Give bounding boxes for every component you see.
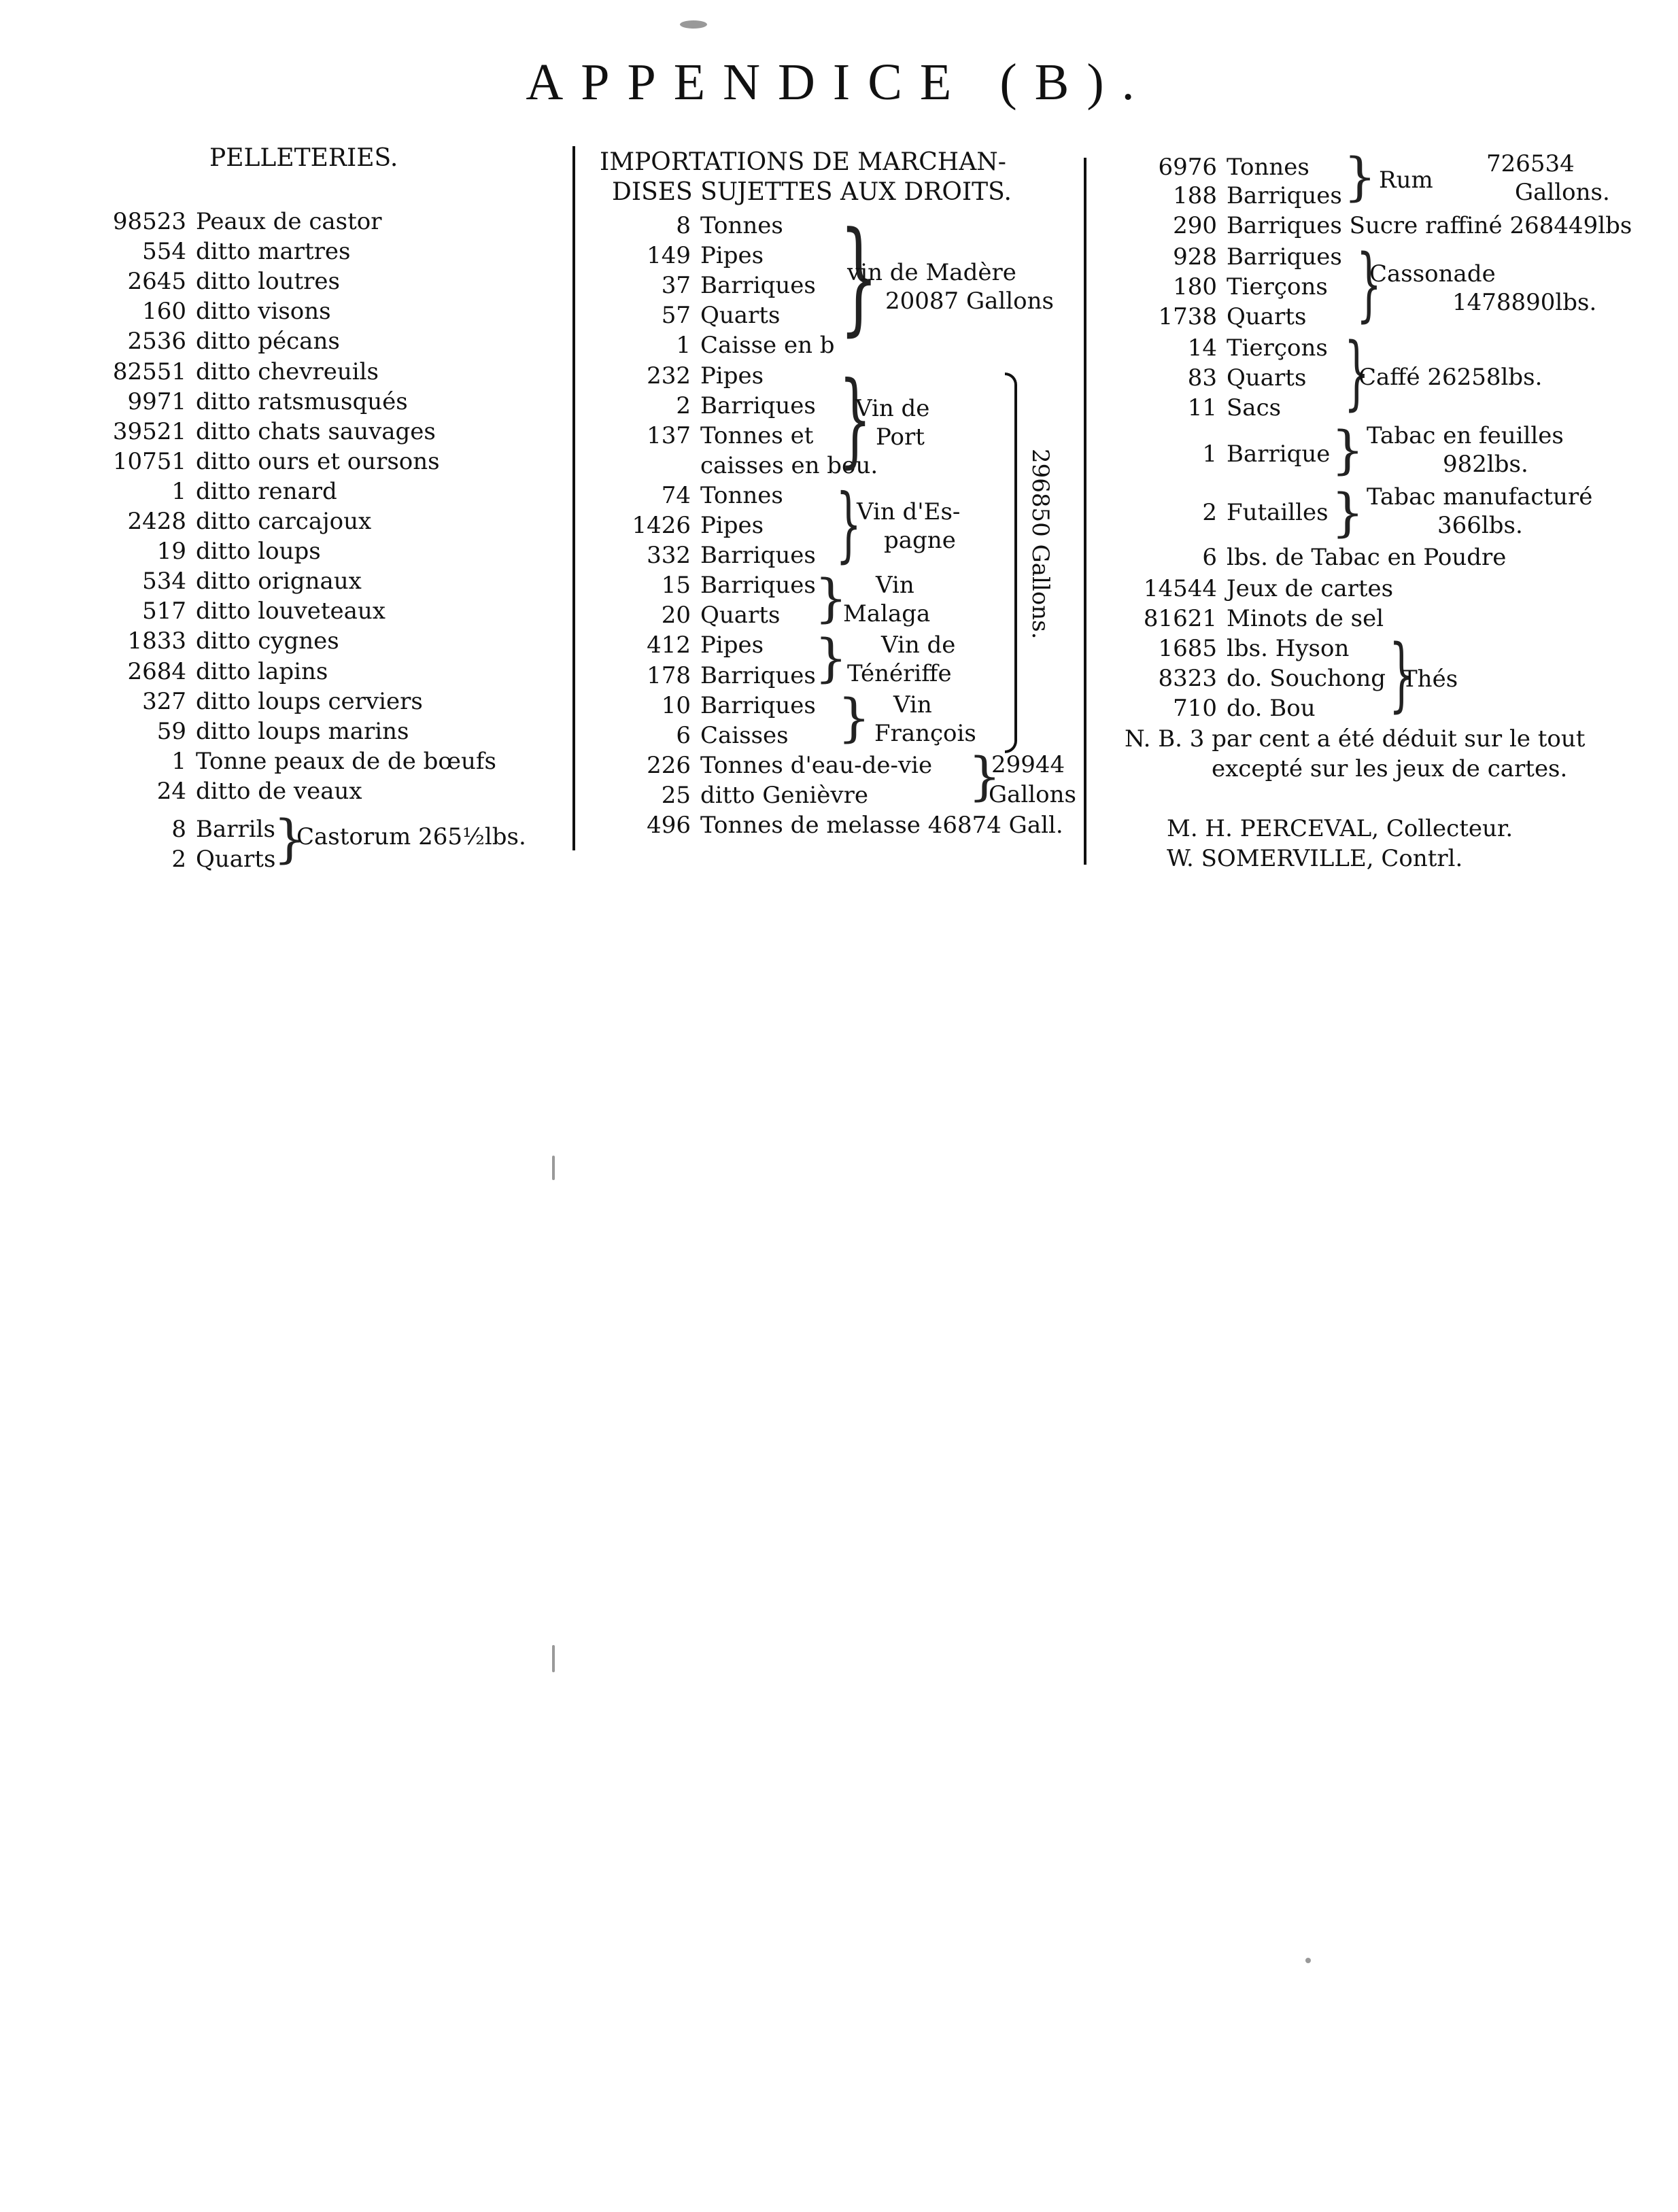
item-description: Quarts	[700, 302, 781, 330]
tabac-manuf-brace: }	[1331, 482, 1365, 542]
list-item	[95, 568, 362, 595]
malaga-label-2: Malaga	[843, 600, 931, 627]
item-description: ditto carcajoux	[196, 508, 372, 535]
item-description: ditto orignaux	[196, 568, 362, 595]
list-item	[95, 538, 321, 565]
the-label: Thés	[1402, 666, 1458, 693]
tabac-feuilles-label-2: 982lbs.	[1443, 451, 1528, 478]
item-description: Barriques	[700, 572, 816, 600]
list-item	[1115, 394, 1281, 421]
item-description: Peaux de castor	[196, 208, 382, 235]
list-item	[583, 782, 868, 809]
importations-heading-line2: DISES SUJETTES AUX DROITS.	[612, 178, 1012, 206]
item-quantity: 39521	[112, 417, 186, 445]
item-quantity: 188	[1173, 182, 1217, 209]
item-description: ditto de veaux	[196, 777, 362, 805]
list-item	[583, 722, 789, 749]
madere-brace: }	[839, 206, 878, 348]
item-quantity: 2684	[127, 657, 186, 685]
signature-collecteur: M. H. PERCEVAL, Collecteur.	[1167, 815, 1513, 842]
list-item	[583, 302, 780, 329]
item-description: Quarts	[1227, 303, 1307, 330]
item-quantity: 137	[647, 421, 691, 449]
francois-brace: }	[838, 687, 871, 748]
tabac-manuf-label-1: Tabac manufacturé	[1367, 483, 1593, 511]
item-quantity: 2645	[127, 268, 186, 296]
item-description: Barriques	[700, 691, 816, 719]
item-quantity: 83	[1187, 364, 1217, 392]
list-item	[95, 418, 436, 445]
item-description: Pipes	[700, 242, 764, 270]
item-description: ditto Genièvre	[700, 781, 868, 809]
item-description: ditto chevreuils	[196, 358, 379, 385]
list-item	[583, 542, 816, 569]
nb-line-1: N. B. 3 par cent a été déduit sur le tout	[1125, 725, 1586, 753]
item-description: ditto chats sauvages	[196, 417, 436, 445]
item-quantity: 1833	[127, 627, 186, 655]
rum-total-1: 726534	[1486, 150, 1575, 177]
list-item	[583, 362, 764, 390]
list-item	[583, 512, 764, 539]
item-quantity: 81621	[1143, 605, 1217, 632]
list-item	[1115, 273, 1328, 300]
list-item	[95, 298, 331, 325]
item-quantity: 160	[142, 298, 186, 326]
item-quantity: 37	[661, 272, 691, 300]
list-item	[1115, 695, 1316, 722]
item-description: Sacs	[1227, 394, 1282, 421]
pelleteries-heading: PELLETERIES.	[209, 144, 398, 172]
list-item	[1115, 334, 1328, 362]
scan-speck	[552, 1156, 555, 1180]
madere-label-1: vin de Madère	[847, 259, 1016, 286]
item-description: Barriques	[700, 392, 816, 419]
item-description: Quarts	[700, 602, 781, 629]
item-quantity: 9971	[127, 387, 186, 415]
item-description: ditto loutres	[196, 268, 340, 296]
item-quantity: 11	[1187, 394, 1217, 421]
item-quantity: 180	[1173, 273, 1217, 300]
scan-speck	[1305, 1958, 1311, 1963]
item-quantity: 10	[661, 691, 691, 719]
signature-controleur: W. SOMERVILLE, Contrl.	[1167, 845, 1463, 872]
item-quantity: 25	[661, 781, 691, 809]
item-quantity: 1426	[632, 512, 691, 539]
teneriffe-brace: }	[815, 627, 848, 688]
item-quantity: 149	[647, 242, 691, 270]
item-quantity: 8	[676, 212, 691, 239]
item-description: Quarts	[1227, 364, 1307, 392]
port-label-1: Vin de	[855, 395, 930, 422]
tabac-feuilles-label-1: Tabac en feuilles	[1367, 422, 1564, 449]
item-description: ditto renard	[196, 477, 337, 505]
list-item	[1115, 665, 1386, 692]
espagne-brace: }	[836, 477, 862, 572]
list-item	[95, 718, 409, 745]
item-description: Barriques	[1227, 243, 1342, 271]
column-divider-left	[572, 146, 575, 850]
item-description: Tonnes d'eau-de-vie	[700, 751, 933, 779]
item-description: Barriques	[700, 272, 816, 300]
item-description: ditto pécans	[196, 328, 340, 356]
item-quantity: 20	[661, 602, 691, 629]
item-quantity: 98523	[112, 208, 186, 235]
list-item	[583, 692, 816, 719]
item-description: ditto lapins	[196, 657, 328, 685]
item-description: Caisses	[700, 721, 789, 749]
item-quantity: 24	[156, 777, 186, 805]
nb-line-2: excepté sur les jeux de cartes.	[1212, 755, 1568, 782]
caffe-label: Caffé 26258lbs.	[1358, 364, 1543, 391]
list-item	[583, 332, 835, 359]
item-quantity: 8323	[1158, 665, 1217, 692]
eau-de-vie-label-2: Gallons	[989, 781, 1076, 808]
item-description: Pipes	[700, 632, 764, 659]
item-quantity: 1	[171, 477, 186, 505]
list-item	[583, 212, 783, 239]
item-quantity: 59	[156, 717, 186, 745]
item-quantity: 10751	[112, 447, 186, 475]
list-item	[1115, 635, 1349, 662]
item-quantity: 1	[1202, 440, 1217, 468]
list-item	[1115, 544, 1506, 571]
item-quantity: 534	[142, 568, 186, 595]
castorum-brace: }	[273, 808, 307, 869]
item-quantity: 2536	[127, 328, 186, 356]
item-description: Tonnes et	[700, 421, 814, 449]
item-description: Barriques	[700, 661, 816, 689]
list-item	[1115, 575, 1393, 602]
espagne-label-1: Vin d'Es-	[857, 498, 961, 525]
francois-label-2: François	[874, 720, 976, 747]
list-item	[95, 358, 379, 385]
item-description: ditto loups marins	[196, 717, 409, 745]
item-quantity: 327	[142, 687, 186, 715]
list-item	[1115, 605, 1384, 632]
port-label-2: Port	[876, 424, 925, 451]
scan-speck	[680, 20, 707, 29]
list-item	[583, 452, 878, 479]
malaga-brace: }	[815, 568, 848, 628]
item-description: ditto ratsmusqués	[196, 387, 408, 415]
eau-de-vie-brace: }	[968, 746, 1001, 806]
item-quantity: 290	[1173, 212, 1217, 239]
list-item	[583, 812, 1063, 839]
item-quantity: 14	[1187, 334, 1217, 362]
list-item	[95, 778, 362, 805]
list-item	[1115, 499, 1329, 526]
item-quantity: 232	[647, 362, 691, 390]
item-quantity: 710	[1173, 695, 1217, 722]
item-quantity: 6	[1202, 544, 1217, 571]
list-item	[95, 816, 275, 843]
list-item	[95, 268, 340, 295]
list-item	[583, 422, 813, 449]
item-description: Tonnes de melasse 46874 Gall.	[700, 812, 1063, 839]
list-item	[583, 482, 783, 509]
item-quantity: 2428	[127, 508, 186, 535]
list-item	[1115, 440, 1330, 468]
rum-total-2: Gallons.	[1515, 179, 1610, 206]
list-item	[583, 272, 816, 299]
teneriffe-label-2: Ténériffe	[847, 660, 952, 687]
item-quantity: 517	[142, 598, 186, 625]
list-item	[95, 448, 440, 475]
item-quantity: 178	[647, 661, 691, 689]
item-quantity: 554	[142, 238, 186, 266]
item-description: caisses en bou.	[700, 451, 878, 479]
list-item	[583, 602, 780, 629]
cassonade-label-1: Cassonade	[1369, 260, 1496, 288]
item-quantity: 14544	[1143, 575, 1217, 602]
item-description: Tierçons	[1227, 273, 1328, 300]
column-divider-right	[1084, 158, 1086, 865]
page-title: APPENDICE (B).	[526, 54, 1152, 111]
item-description: ditto visons	[196, 298, 331, 326]
list-item	[95, 688, 423, 715]
cassonade-label-2: 1478890lbs.	[1452, 289, 1597, 316]
tabac-manuf-label-2: 366lbs.	[1437, 512, 1523, 539]
item-description: Jeux de cartes	[1227, 575, 1394, 602]
list-item	[95, 846, 275, 873]
francois-label-1: Vin	[893, 691, 932, 719]
item-description: ditto martres	[196, 238, 351, 266]
list-item	[1115, 154, 1309, 181]
item-quantity: 412	[647, 632, 691, 659]
the-brace: }	[1388, 627, 1415, 721]
malaga-label-1: Vin	[876, 572, 914, 599]
item-quantity: 928	[1173, 243, 1217, 271]
item-quantity: 1738	[1158, 303, 1217, 330]
castorum-label: Castorum 265½lbs.	[296, 823, 526, 850]
item-quantity: 15	[661, 572, 691, 600]
item-description: ditto louveteaux	[196, 598, 386, 625]
item-description: Tierçons	[1227, 334, 1328, 362]
item-quantity: 1685	[1158, 635, 1217, 662]
item-description: Barriques Sucre raffiné 268449lbs	[1227, 212, 1632, 239]
list-item	[583, 242, 764, 269]
item-quantity: 19	[156, 538, 186, 566]
list-item	[95, 748, 496, 775]
list-item	[95, 388, 408, 415]
total-vin-label: 296850 Gallons.	[1027, 449, 1054, 640]
list-item	[95, 478, 337, 505]
list-item	[583, 632, 764, 659]
list-item	[95, 598, 386, 625]
item-description: ditto ours et oursons	[196, 447, 440, 475]
item-description: Barriques	[1227, 182, 1342, 209]
item-quantity: 2	[676, 392, 691, 419]
list-item	[95, 658, 328, 685]
list-item	[1115, 364, 1306, 392]
item-quantity: 6976	[1158, 154, 1217, 181]
total-vin-bracket	[1005, 373, 1017, 753]
teneriffe-label-1: Vin de	[881, 632, 956, 659]
cassonade-brace: }	[1356, 237, 1382, 330]
item-description: Tonne peaux de de bœufs	[196, 747, 496, 775]
item-description: Pipes	[700, 512, 764, 539]
item-quantity: 332	[647, 542, 691, 570]
list-item	[1115, 303, 1306, 330]
caffe-brace: }	[1343, 325, 1370, 419]
rum-brace: }	[1343, 146, 1377, 207]
list-item	[95, 508, 371, 535]
item-description: ditto cygnes	[196, 627, 339, 655]
scan-speck	[552, 1645, 555, 1672]
item-quantity: 74	[661, 481, 691, 509]
item-quantity: 57	[661, 302, 691, 330]
list-item	[95, 328, 340, 355]
item-quantity: 2	[171, 846, 186, 873]
madere-label-2: 20087 Gallons	[885, 288, 1054, 315]
item-description: lbs. de Tabac en Poudre	[1227, 544, 1507, 571]
list-item	[1115, 182, 1342, 209]
list-item	[583, 752, 932, 779]
eau-de-vie-label-1: 29944	[991, 751, 1065, 778]
item-quantity: 226	[647, 751, 691, 779]
item-description: ditto loups cerviers	[196, 687, 423, 715]
list-item	[583, 662, 816, 689]
port-brace: }	[838, 360, 872, 479]
item-description: Futailles	[1227, 499, 1329, 526]
item-description: Caisse en b	[700, 332, 835, 360]
item-description: Tonnes	[700, 212, 783, 239]
item-description: Tonnes	[1227, 154, 1309, 181]
item-description: Barrils	[196, 816, 275, 843]
item-description: ditto loups	[196, 538, 321, 566]
list-item	[1115, 243, 1342, 271]
rum-label: Rum	[1379, 167, 1433, 194]
item-quantity: 6	[676, 721, 691, 749]
item-quantity: 8	[171, 816, 186, 843]
item-quantity: 1	[171, 747, 186, 775]
tabac-feuilles-brace: }	[1331, 419, 1365, 480]
list-item	[95, 238, 351, 265]
espagne-label-2: pagne	[884, 527, 956, 554]
item-description: Minots de sel	[1227, 605, 1384, 632]
list-item	[1115, 212, 1632, 239]
item-description: Tonnes	[700, 481, 783, 509]
list-item	[583, 392, 816, 419]
item-description: do. Bou	[1227, 695, 1316, 722]
item-quantity: 2	[1202, 499, 1217, 526]
item-description: Pipes	[700, 362, 764, 390]
item-description: Barriques	[700, 542, 816, 570]
list-item	[95, 208, 381, 235]
item-description: Barrique	[1227, 440, 1331, 468]
item-description: lbs. Hyson	[1227, 635, 1350, 662]
item-quantity: 82551	[112, 358, 186, 385]
importations-heading-line1: IMPORTATIONS DE MARCHAN-	[600, 148, 1006, 176]
item-description: do. Souchong	[1227, 665, 1386, 692]
item-quantity: 496	[647, 812, 691, 839]
list-item	[583, 572, 816, 599]
list-item	[95, 627, 339, 655]
item-quantity: 1	[676, 332, 691, 360]
item-description: Quarts	[196, 846, 276, 873]
